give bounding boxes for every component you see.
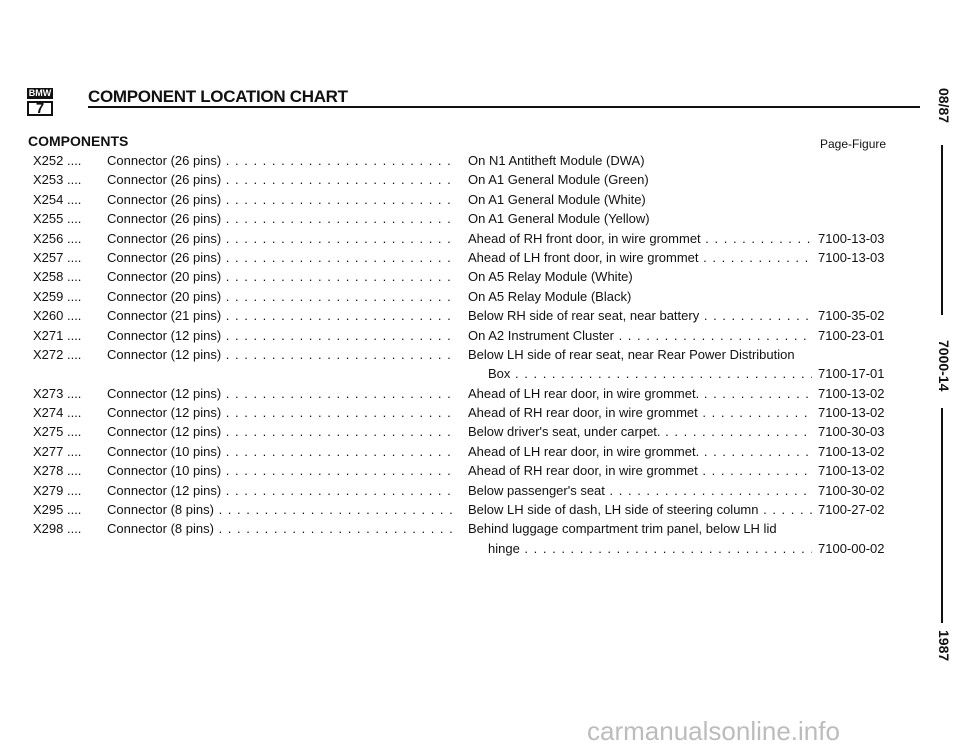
component-id: X274 .... [33,405,82,421]
page-figure: 7100-30-03 [818,424,885,440]
table-row [0,403,960,422]
component-location: Ahead of LH rear door, in wire grommet. . . . [468,384,812,403]
component-location: Below LH side of rear seat, near Rear Power Distribution [468,346,795,362]
component-description: Connector (20 pins) . . . [107,287,454,306]
page-title: COMPONENT LOCATION CHART [88,87,348,106]
component-id: X278 .... [33,463,82,479]
component-location: On A1 General Module (White) [468,191,646,207]
page-figure: 7100-23-01 [818,327,885,343]
table-row [0,442,960,461]
component-description: Connector (20 pins) . . . [107,267,454,286]
component-location: Below LH side of dash, LH side of steering column . . . [468,500,812,519]
component-description: Connector (12 pins) . . . [107,422,454,441]
component-description: Connector (10 pins) . . . [107,442,454,461]
table-row [0,519,960,558]
page-figure: 7100-00-02 [818,540,885,556]
table-row [0,481,960,500]
table-row [0,345,960,384]
table-row [0,190,960,209]
title-rule [88,106,920,108]
component-location-cont: hinge . . . [488,539,812,558]
component-location: Ahead of RH rear door, in wire grommet . . . [468,461,812,480]
component-id: X254 .... [33,191,82,207]
component-description: Connector (12 pins) . . . [107,384,454,403]
side-margin [926,90,956,710]
table-row [0,229,960,248]
component-description: Connector (26 pins) . . . [107,151,454,170]
component-description: Connector (8 pins) . . . [107,500,454,519]
page-figure-heading: Page-Figure [820,137,887,151]
table-row [0,248,960,267]
component-id: X272 .... [33,346,82,362]
component-id: X295 .... [33,502,82,518]
bmw-7-logo [27,88,53,118]
component-table [0,151,960,558]
page-figure: 7100-13-02 [818,463,885,479]
table-row [0,151,960,170]
page-figure: 7100-35-02 [818,308,885,324]
component-location: Below driver's seat, under carpet. . . . [468,422,812,441]
component-id: X271 .... [33,327,82,343]
page-figure: 7100-30-02 [818,482,885,498]
component-location: Ahead of LH rear door, in wire grommet. . . . [468,442,812,461]
table-row [0,267,960,286]
component-description: Connector (26 pins) . . . [107,229,454,248]
component-description: Connector (26 pins) . . . [107,209,454,228]
component-location: On A5 Relay Module (Black) [468,288,632,304]
component-id: X298 .... [33,521,82,537]
page-figure: 7100-17-01 [818,366,885,382]
table-row [0,500,960,519]
component-description: Connector (8 pins) . . . [107,519,454,538]
component-location: Ahead of LH front door, in wire grommet . . . [468,248,812,267]
page-figure: 7100-13-03 [818,230,885,246]
table-row [0,287,960,306]
table-row [0,306,960,325]
side-date: 08/87 [936,88,952,124]
component-description: Connector (26 pins) . . . [107,170,454,189]
component-location: Ahead of RH rear door, in wire grommet . . . [468,403,812,422]
component-id: X255 .... [33,211,82,227]
watermark: carmanualsonline.info [587,716,840,746]
page-figure: 7100-27-02 [818,502,885,518]
component-id: X275 .... [33,424,82,440]
component-id: X256 .... [33,230,82,246]
component-location: On A1 General Module (Green) [468,172,649,188]
page-figure: 7100-13-02 [818,443,885,459]
component-location: On A2 Instrument Cluster . . . [468,326,812,345]
component-id: X277 .... [33,443,82,459]
table-row [0,326,960,345]
component-description: Connector (10 pins) . . . [107,461,454,480]
component-location: Below passenger's seat . . . [468,481,812,500]
page-figure: 7100-13-02 [818,405,885,421]
page-figure: 7100-13-03 [818,249,885,265]
component-location: Behind luggage compartment trim panel, below LH lid [468,521,777,537]
side-rule-mid [941,408,943,623]
logo-series: 7 [27,101,53,116]
component-location-cont: Box . . . [488,364,812,383]
table-row [0,170,960,189]
component-id: X273 .... [33,385,82,401]
component-location: Ahead of RH front door, in wire grommet . . . [468,229,812,248]
component-location: On A1 General Module (Yellow) [468,211,650,227]
component-description: Connector (12 pins) . . . [107,326,454,345]
component-description: Connector (12 pins) . . . [107,481,454,500]
page-figure: 7100-13-02 [818,385,885,401]
side-rule-top [941,145,943,315]
side-year: 1987 [936,630,952,662]
logo-brand: BMW [28,88,52,98]
table-row [0,209,960,228]
table-row [0,461,960,480]
component-location: On A5 Relay Module (White) [468,269,633,285]
component-id: X260 .... [33,308,82,324]
components-heading: COMPONENTS [28,133,129,149]
component-location: Below RH side of rear seat, near battery . . . [468,306,812,325]
component-description: Connector (12 pins) . . . [107,403,454,422]
table-row [0,422,960,441]
component-id: X258 .... [33,269,82,285]
component-description: Connector (12 pins) . . . [107,345,454,364]
component-description: Connector (21 pins) . . . [107,306,454,325]
side-page-number: 7000-14 [936,340,952,392]
component-description: Connector (26 pins) . . . [107,190,454,209]
component-id: X259 .... [33,288,82,304]
component-id: X252 .... [33,153,82,168]
component-location: On N1 Antitheft Module (DWA) [468,153,645,168]
component-description: Connector (26 pins) . . . [107,248,454,267]
table-row [0,384,960,403]
component-id: X253 .... [33,172,82,188]
component-id: X279 .... [33,482,82,498]
component-id: X257 .... [33,249,82,265]
